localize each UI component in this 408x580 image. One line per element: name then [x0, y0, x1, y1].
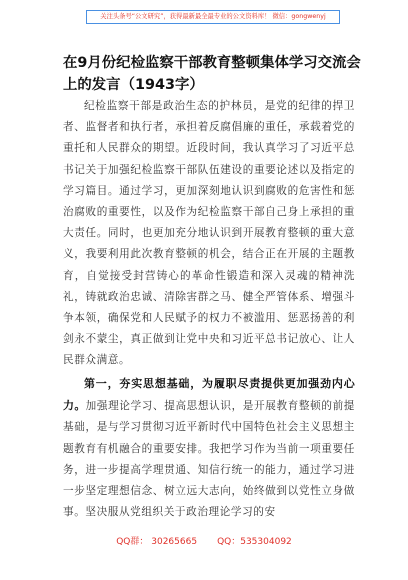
- top-banner: [86, 10, 340, 24]
- document-title: 在9月份纪检监察干部教育整顿集体学习交流会上的发言（1943字）: [63, 55, 361, 93]
- page-footer: [0, 534, 408, 547]
- section-heading-1: 第一，夯实思想基础，为履职尽责提供更加强劲内心力。: [63, 377, 355, 413]
- body-paragraph-2: [63, 373, 355, 523]
- banner-text: 关注头条号“公文研究”，获得最新最全最专业的公文资料库！ 微信：gongwenyj: [100, 13, 326, 20]
- body-paragraph-1: 纪检监察干部是政治生态的护林员，是党的纪律的捍卫者、监督者和执行者，承担着反腐倡廉的重任，承载着党的重托和人民群众的期望。近段时间，我认真学习了习近平总书记关于加强纪检监察干部队伍建设的重要论述以及指定的学习篇目。通过学习，更加深刻地认识到腐败的危害性和惩治腐败的重要性，以及作为纪检监察干部自己身上承担的重大责任。同时，也更加充分地认识到开展教育整顿的重大意义，我要利用此次教育整顿的机会，结合正在开展的主题教育，自觉接受封营铸心的革命性锻造和深入灵魂的精神洗礼，铸就政治忠诚、清除害群之马、健全严管体系、增强斗争本领，确保党和人民赋予的权力不被滥用、惩恶扬善的利剑永不蒙尘，真正做到让党中央和习近平总书记放心、让人民群众满意。: [63, 100, 355, 367]
- body-paragraph-2-text: 加强理论学习、提高思想认识，是开展教育整顿的前提基础，是与学习贯彻习近平新时代中国特色社会主义思想主题教育有机融合的重要安排。我把学习作为当前一项重要任务，进一步提高学理贯通、知信行统一的能力，通过学习进一步坚定理想信念、树立远大志向，始终做到以党性立身做事。坚决服从党组织关于政治理论学习的安: [63, 400, 355, 519]
- footer-qq-group: QQ群： 30265665: [116, 537, 198, 547]
- footer-qq: QQ：535304092: [217, 537, 292, 547]
